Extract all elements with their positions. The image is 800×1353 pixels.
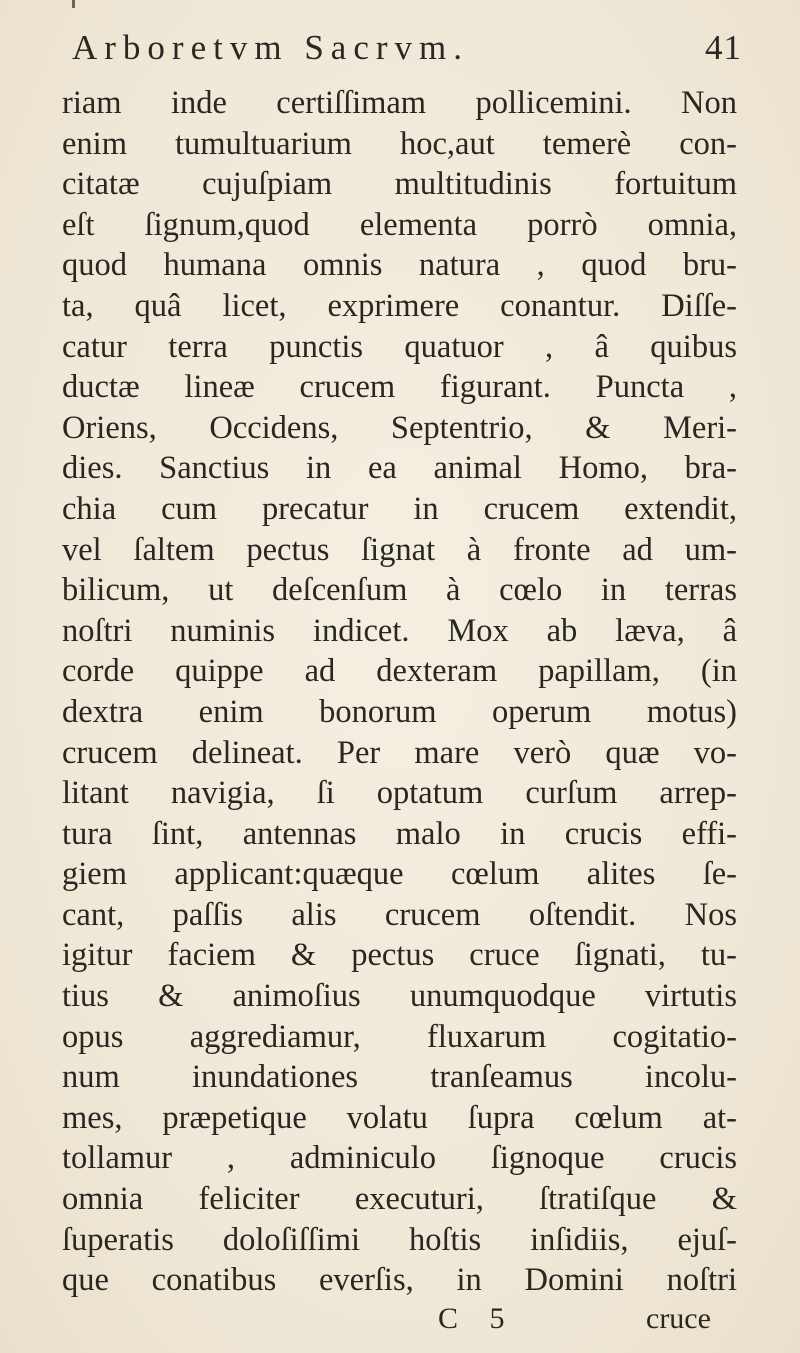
text-line: tius & animoſius unumquodque virtutis	[62, 978, 737, 1015]
text-line: bilicum, ut deſcenſum à cœlo in terras	[62, 572, 737, 609]
text-line: cant, paſſis alis crucem oſtendit. Nos	[62, 896, 737, 933]
running-head-title: Arboretvm Sacrvm.	[72, 28, 469, 67]
text-line: quod humana omnis natura , quod bru-	[62, 247, 737, 284]
page-number: 41	[705, 28, 742, 67]
text-line: noſtri numinis indicet. Mox ab læva, â	[62, 612, 737, 649]
text-line: opus aggrediamur, fluxarum cogitatio-	[62, 1018, 737, 1055]
text-line: num inundationes tranſeamus incolu-	[62, 1059, 737, 1096]
text-line: igitur faciem & pectus cruce ſignati, tu-	[62, 937, 737, 974]
text-line: tura ſint, antennas malo in crucis effi-	[62, 815, 737, 852]
text-line: tollamur , adminiculo ſignoque crucis	[62, 1140, 737, 1177]
running-head	[72, 28, 762, 78]
text-line: eſt ſignum,quod elementa porrò omnia,	[62, 206, 737, 243]
catchword: cruce	[646, 1302, 711, 1335]
text-line: ta, quâ licet, exprimere conantur. Diſſe-	[62, 287, 737, 324]
text-line: vel ſaltem pectus ſignat à fronte ad um-	[62, 531, 737, 568]
text-line: giem applicant:quæque cœlum alites ſe-	[62, 856, 737, 893]
text-line: chia cum precatur in crucem extendit,	[62, 490, 737, 527]
text-line: ſuperatis doloſiſſimi hoſtis inſidiis, ejuſ-	[62, 1221, 737, 1258]
text-block	[62, 83, 762, 1301]
text-line: omnia feliciter executuri, ſtratiſque &	[62, 1181, 737, 1218]
text-line: ductæ lineæ crucem figurant. Puncta ,	[62, 369, 737, 406]
text-line: Oriens, Occidens, Septentrio, & Meri-	[62, 409, 737, 446]
text-line: dextra enim bonorum operum motus)	[62, 693, 737, 730]
signature-mark: C 5	[438, 1302, 517, 1335]
text-line: riam inde certiſſimam pollicemini. Non	[62, 85, 737, 121]
text-line: litant navigia, ſi optatum curſum arrep-	[62, 775, 737, 812]
text-line: catur terra punctis quatuor , â quibus	[62, 328, 737, 365]
catch-line	[0, 1302, 800, 1342]
text-line: citatæ cujuſpiam multitudinis fortuitum	[62, 166, 737, 203]
text-line: corde quippe ad dexteram papillam, (in	[62, 653, 737, 690]
text-line: crucem delineat. Per mare verò quæ vo-	[62, 734, 737, 771]
text-line: dies. Sanctius in ea animal Homo, bra-	[62, 450, 737, 487]
page-edge-mark	[72, 0, 75, 8]
text-line: mes, præpetique volatu ſupra cœlum at-	[62, 1099, 737, 1136]
text-line: que conatibus everſis, in Domini noſtri	[62, 1262, 737, 1299]
text-line: enim tumultuarium hoc,aut temerè con-	[62, 125, 737, 162]
